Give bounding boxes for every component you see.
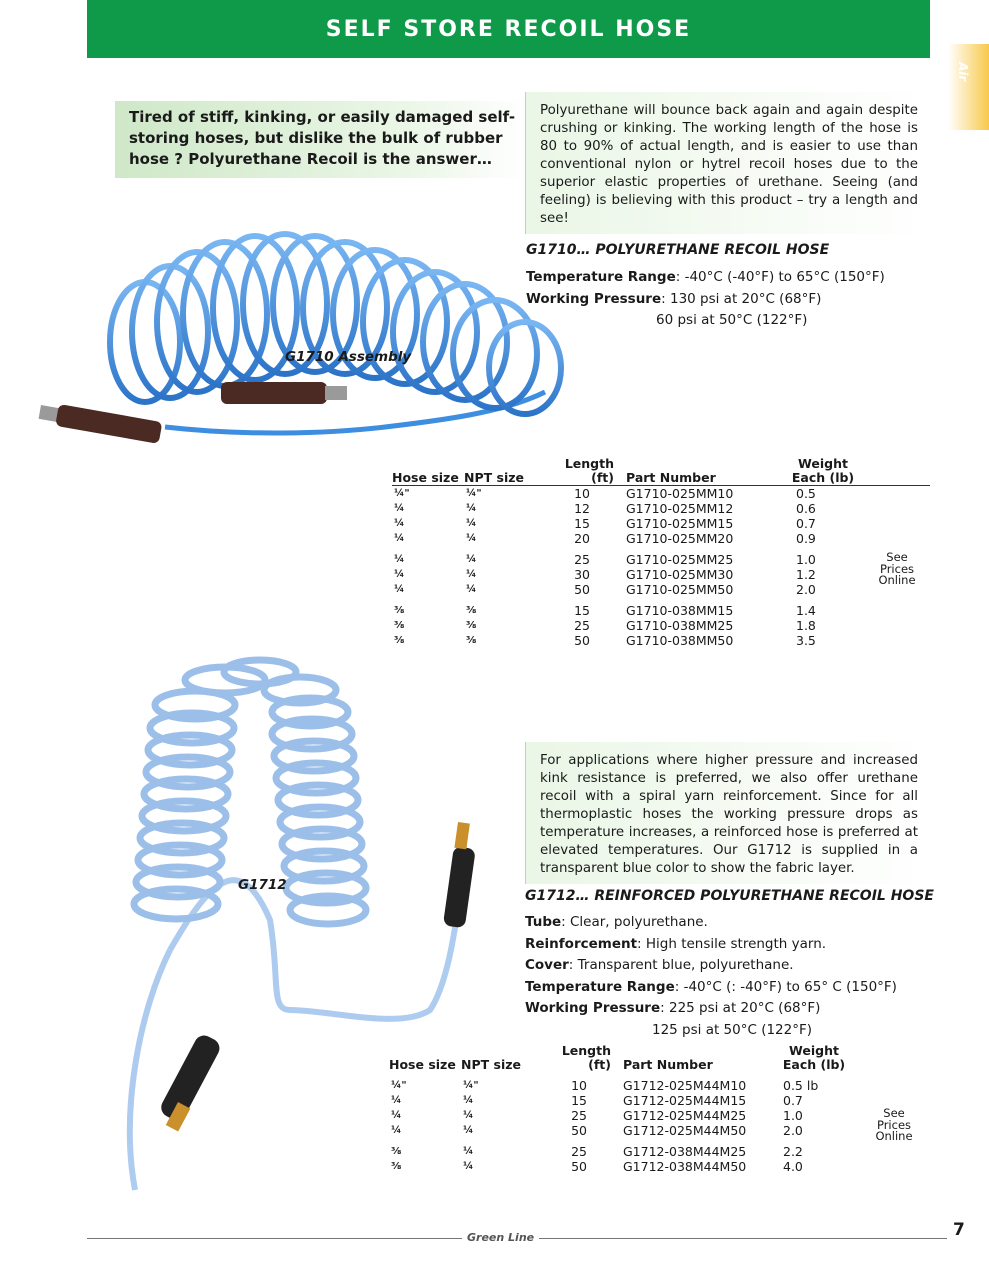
pressure-value-2: 60 psi at 50°C (122°F) bbox=[656, 312, 808, 328]
hose-size-cell: ¼" bbox=[391, 1080, 407, 1091]
part-number-cell: G1710-025MM30 bbox=[626, 567, 734, 582]
temp-prefix: : -40°C ( bbox=[674, 978, 732, 995]
footer-brand: Green Line bbox=[462, 1231, 539, 1244]
table-row bbox=[392, 501, 930, 516]
hose-size-cell: ¼ bbox=[391, 1125, 402, 1136]
reinforcement-value: : High tensile strength yarn. bbox=[637, 935, 827, 952]
section1-pressure-line bbox=[526, 289, 926, 311]
side-tab-air[interactable] bbox=[948, 44, 989, 130]
banner-title: SELF STORE RECOIL HOSE bbox=[325, 16, 692, 42]
npt-size-cell: ¼ bbox=[466, 518, 477, 529]
col-hose-size: Hose size bbox=[389, 1057, 456, 1072]
table-row bbox=[392, 600, 930, 618]
section2-heading: G1712… REINFORCED POLYURETHANE RECOIL HOSE bbox=[525, 888, 934, 904]
npt-size-cell: ¼ bbox=[463, 1110, 474, 1121]
section1-pressure-line-2 bbox=[526, 310, 926, 332]
part-number-cell: G1710-038MM15 bbox=[626, 603, 734, 618]
hose-size-cell: ¼ bbox=[391, 1110, 402, 1121]
weight-cell: 1.0 bbox=[783, 1108, 803, 1123]
col-length: Length (ft) bbox=[561, 1043, 611, 1072]
table-row bbox=[392, 582, 930, 600]
weight-cell: 2.0 bbox=[796, 582, 816, 597]
see-prices-cell bbox=[864, 486, 930, 502]
col-npt-size: NPT size bbox=[464, 470, 524, 485]
weight-cell: 2.0 bbox=[783, 1123, 803, 1138]
see-prices-cell bbox=[864, 633, 930, 648]
tube-value: : Clear, polyurethane. bbox=[561, 914, 708, 930]
hose-size-cell: ⅜ bbox=[391, 1161, 402, 1172]
npt-size-cell: ⅜ bbox=[466, 620, 477, 631]
see-prices-line: Online bbox=[875, 1129, 913, 1143]
part-number-cell: G1712-025M44M50 bbox=[623, 1123, 747, 1138]
table-row bbox=[392, 549, 930, 567]
table-row bbox=[389, 1123, 929, 1141]
hose-size-cell: ¼ bbox=[394, 518, 405, 529]
hose-size-cell: ⅜ bbox=[394, 605, 405, 616]
col-weight-line-2: Each (lb) bbox=[782, 1057, 846, 1072]
col-weight-line-2: Each (lb) bbox=[791, 470, 855, 485]
length-cell: 10 bbox=[571, 1078, 587, 1093]
table-header-row bbox=[392, 457, 930, 486]
section2-reinforcement-line bbox=[525, 934, 930, 956]
intro-text: Tired of stiff, kinking, or easily damaged self-storing hoses, but dislike the bulk of rubber hose ? Polyurethane Recoil is the answer… bbox=[129, 108, 516, 168]
part-number-cell: G1712-025M44M10 bbox=[623, 1078, 747, 1093]
section2-parts-table bbox=[389, 1044, 929, 1174]
cover-label: Cover bbox=[525, 957, 569, 973]
col-part-number: Part Number bbox=[623, 1057, 713, 1072]
length-cell: 50 bbox=[574, 633, 590, 648]
length-cell: 12 bbox=[574, 501, 590, 516]
see-prices-line: See bbox=[883, 1106, 905, 1120]
see-prices-cell bbox=[859, 1141, 929, 1159]
intro-box bbox=[115, 101, 526, 178]
section1-specs bbox=[526, 267, 926, 332]
pressure-value-1: : 130 psi at 20°C (68°F) bbox=[661, 290, 822, 307]
see-prices-cell bbox=[864, 501, 930, 516]
hose-size-cell: ⅜ bbox=[394, 620, 405, 631]
temp-label: Temperature Range bbox=[525, 978, 675, 995]
npt-size-cell: ¼ bbox=[466, 569, 477, 580]
section1-image-caption: G1710 Assembly bbox=[285, 349, 412, 365]
see-prices-online[interactable] bbox=[859, 1108, 929, 1143]
temp-value: : -40°C (-40°F) to 65°C (150°F) bbox=[675, 269, 885, 285]
section2-pressure-line bbox=[525, 998, 930, 1020]
npt-size-cell: ¼ bbox=[466, 503, 477, 514]
npt-size-cell: ¼ bbox=[466, 533, 477, 544]
table-row bbox=[392, 516, 930, 531]
section2-tube-line bbox=[525, 912, 930, 934]
section2-specs bbox=[525, 912, 930, 1041]
see-prices-cell bbox=[859, 1106, 929, 1143]
section2-description-box bbox=[525, 742, 930, 884]
weight-cell: 0.6 bbox=[796, 501, 816, 516]
weight-cell: 0.5 lb bbox=[783, 1078, 819, 1093]
length-cell: 50 bbox=[571, 1159, 587, 1174]
length-cell: 30 bbox=[574, 567, 590, 582]
part-number-cell: G1710-025MM25 bbox=[626, 552, 734, 567]
weight-cell: 3.5 bbox=[796, 633, 816, 648]
section2-temp-line bbox=[525, 977, 930, 999]
part-number-cell: G1710-025MM12 bbox=[626, 501, 734, 516]
section1-heading: G1710… POLYURETHANE RECOIL HOSE bbox=[526, 242, 830, 258]
part-number-cell: G1712-025M44M25 bbox=[623, 1108, 747, 1123]
see-prices-line: Prices bbox=[876, 1117, 912, 1132]
see-prices-cell bbox=[859, 1075, 929, 1093]
part-number-cell: G1710-038MM50 bbox=[626, 633, 734, 648]
hose-size-cell: ¼ bbox=[394, 503, 405, 514]
see-prices-online[interactable] bbox=[864, 552, 930, 587]
npt-size-cell: ¼" bbox=[463, 1080, 479, 1091]
temp-label: Temperature Range bbox=[526, 269, 676, 285]
npt-size-cell: ¼ bbox=[466, 554, 477, 565]
see-prices-cell bbox=[864, 531, 930, 549]
section1-description: Polyurethane will bounce back again and again despite crushing or kinking. The working length of the hose is 80 to 90% of actual length, and is easier to use than conventional nylon or hytrel recoil hoses due to the superior elastic properties of urethane. Seeing (and feeling) is believing with this product – try a length and see! bbox=[540, 103, 918, 226]
col-hose-size: Hose size bbox=[392, 470, 459, 485]
length-cell: 15 bbox=[574, 603, 590, 618]
hose-size-cell: ⅜ bbox=[391, 1146, 402, 1157]
weight-cell: 0.9 bbox=[796, 531, 816, 546]
col-weight-line-1: Weight bbox=[789, 1043, 839, 1058]
length-cell: 25 bbox=[571, 1108, 587, 1123]
col-weight-line-1: Weight bbox=[798, 456, 848, 471]
pressure-value-2: 125 psi at 50°C (122°F) bbox=[652, 1021, 813, 1038]
npt-size-cell: ⅜ bbox=[466, 605, 477, 616]
weight-cell: 1.2 bbox=[796, 567, 816, 582]
table-row bbox=[389, 1093, 929, 1108]
npt-size-cell: ¼" bbox=[466, 488, 482, 499]
see-prices-cell bbox=[864, 618, 930, 633]
length-cell: 25 bbox=[574, 552, 590, 567]
page-banner bbox=[87, 0, 930, 58]
weight-cell: 1.4 bbox=[796, 603, 816, 618]
pressure-value-1: : 225 psi at 20°C (68°F) bbox=[660, 1000, 821, 1016]
part-number-cell: G1710-025MM50 bbox=[626, 582, 734, 597]
length-cell: 50 bbox=[574, 582, 590, 597]
length-cell: 15 bbox=[571, 1093, 587, 1108]
table-header-row bbox=[389, 1044, 929, 1075]
blue-recoil-hose-image bbox=[25, 222, 575, 454]
part-number-cell: G1712-025M44M15 bbox=[623, 1093, 747, 1108]
hose-size-cell: ¼ bbox=[391, 1095, 402, 1106]
length-cell: 25 bbox=[574, 618, 590, 633]
table-row bbox=[392, 531, 930, 549]
see-prices-cell bbox=[859, 1159, 929, 1174]
col-part-number: Part Number bbox=[626, 470, 716, 485]
part-number-cell: G1710-038MM25 bbox=[626, 618, 734, 633]
length-cell: 10 bbox=[574, 486, 590, 501]
cover-value: : Transparent blue, polyurethane. bbox=[568, 957, 794, 973]
reinforcement-label: Reinforcement bbox=[525, 935, 638, 952]
table-row bbox=[392, 633, 930, 648]
see-prices-cell bbox=[864, 516, 930, 531]
npt-size-cell: ¼ bbox=[463, 1161, 474, 1172]
see-prices-line: Prices bbox=[879, 561, 915, 576]
side-tab-label: Air bbox=[956, 62, 970, 82]
section1-parts-table bbox=[392, 457, 930, 648]
npt-size-cell: ¼ bbox=[463, 1095, 474, 1106]
tube-label: Tube bbox=[525, 914, 562, 930]
see-prices-line: Online bbox=[878, 573, 916, 587]
temp-value: : -40°F) to 65° C (150°F) bbox=[731, 978, 897, 995]
see-prices-cell bbox=[864, 549, 930, 587]
see-prices-line: See bbox=[886, 550, 908, 564]
see-prices-cell bbox=[864, 600, 930, 618]
weight-cell: 0.5 bbox=[796, 486, 816, 501]
col-weight bbox=[782, 457, 864, 486]
pressure-label: Working Pressure bbox=[526, 290, 662, 307]
pressure-label: Working Pressure bbox=[525, 1000, 661, 1016]
hose-size-cell: ¼ bbox=[394, 533, 405, 544]
section2-cover-line bbox=[525, 955, 930, 977]
hose-size-cell: ¼ bbox=[394, 554, 405, 565]
length-cell: 50 bbox=[571, 1123, 587, 1138]
part-number-cell: G1710-025MM10 bbox=[626, 486, 734, 501]
npt-size-cell: ¼ bbox=[466, 584, 477, 595]
weight-cell: 4.0 bbox=[783, 1159, 803, 1174]
table-row bbox=[392, 486, 930, 502]
weight-cell: 1.8 bbox=[796, 618, 816, 633]
weight-cell: 0.7 bbox=[783, 1093, 803, 1108]
npt-size-cell: ¼ bbox=[463, 1125, 474, 1136]
hose-size-cell: ¼ bbox=[394, 569, 405, 580]
hose-size-cell: ⅜ bbox=[394, 635, 405, 646]
table-row bbox=[392, 567, 930, 582]
npt-size-cell: ¼ bbox=[463, 1146, 474, 1157]
length-cell: 25 bbox=[571, 1144, 587, 1159]
section2-description: For applications where higher pressure and increased kink resistance is preferred, we also offer urethane recoil with a spiral yarn reinforcement. Since for all thermoplastic hoses the working pressure drops as temperature increases, a reinforced hose is preferred at elevated temperatures. Our G1712 is supplied in a transparent blue color to show the fabric layer. bbox=[540, 753, 918, 876]
hose-size-cell: ¼ bbox=[394, 584, 405, 595]
table-row bbox=[389, 1108, 929, 1123]
col-length: Length (ft) bbox=[564, 456, 614, 485]
length-cell: 15 bbox=[574, 516, 590, 531]
weight-cell: 1.0 bbox=[796, 552, 816, 567]
part-number-cell: G1712-038M44M25 bbox=[623, 1144, 747, 1159]
section2-pressure-line-2 bbox=[525, 1020, 930, 1042]
table-row bbox=[392, 618, 930, 633]
table-row bbox=[389, 1141, 929, 1159]
weight-cell: 0.7 bbox=[796, 516, 816, 531]
part-number-cell: G1710-025MM20 bbox=[626, 531, 734, 546]
page-number: 7 bbox=[953, 1220, 965, 1240]
length-cell: 20 bbox=[574, 531, 590, 546]
section1-description-box bbox=[525, 92, 930, 234]
table-row bbox=[389, 1075, 929, 1093]
col-npt-size: NPT size bbox=[461, 1057, 521, 1072]
part-number-cell: G1710-025MM15 bbox=[626, 516, 734, 531]
npt-size-cell: ⅜ bbox=[466, 635, 477, 646]
weight-cell: 2.2 bbox=[783, 1144, 803, 1159]
section1-temp-line bbox=[526, 267, 926, 289]
part-number-cell: G1712-038M44M50 bbox=[623, 1159, 747, 1174]
hose-size-cell: ¼" bbox=[394, 488, 410, 499]
col-weight bbox=[769, 1044, 859, 1075]
table-row bbox=[389, 1159, 929, 1174]
section2-image-caption: G1712 bbox=[238, 877, 287, 893]
